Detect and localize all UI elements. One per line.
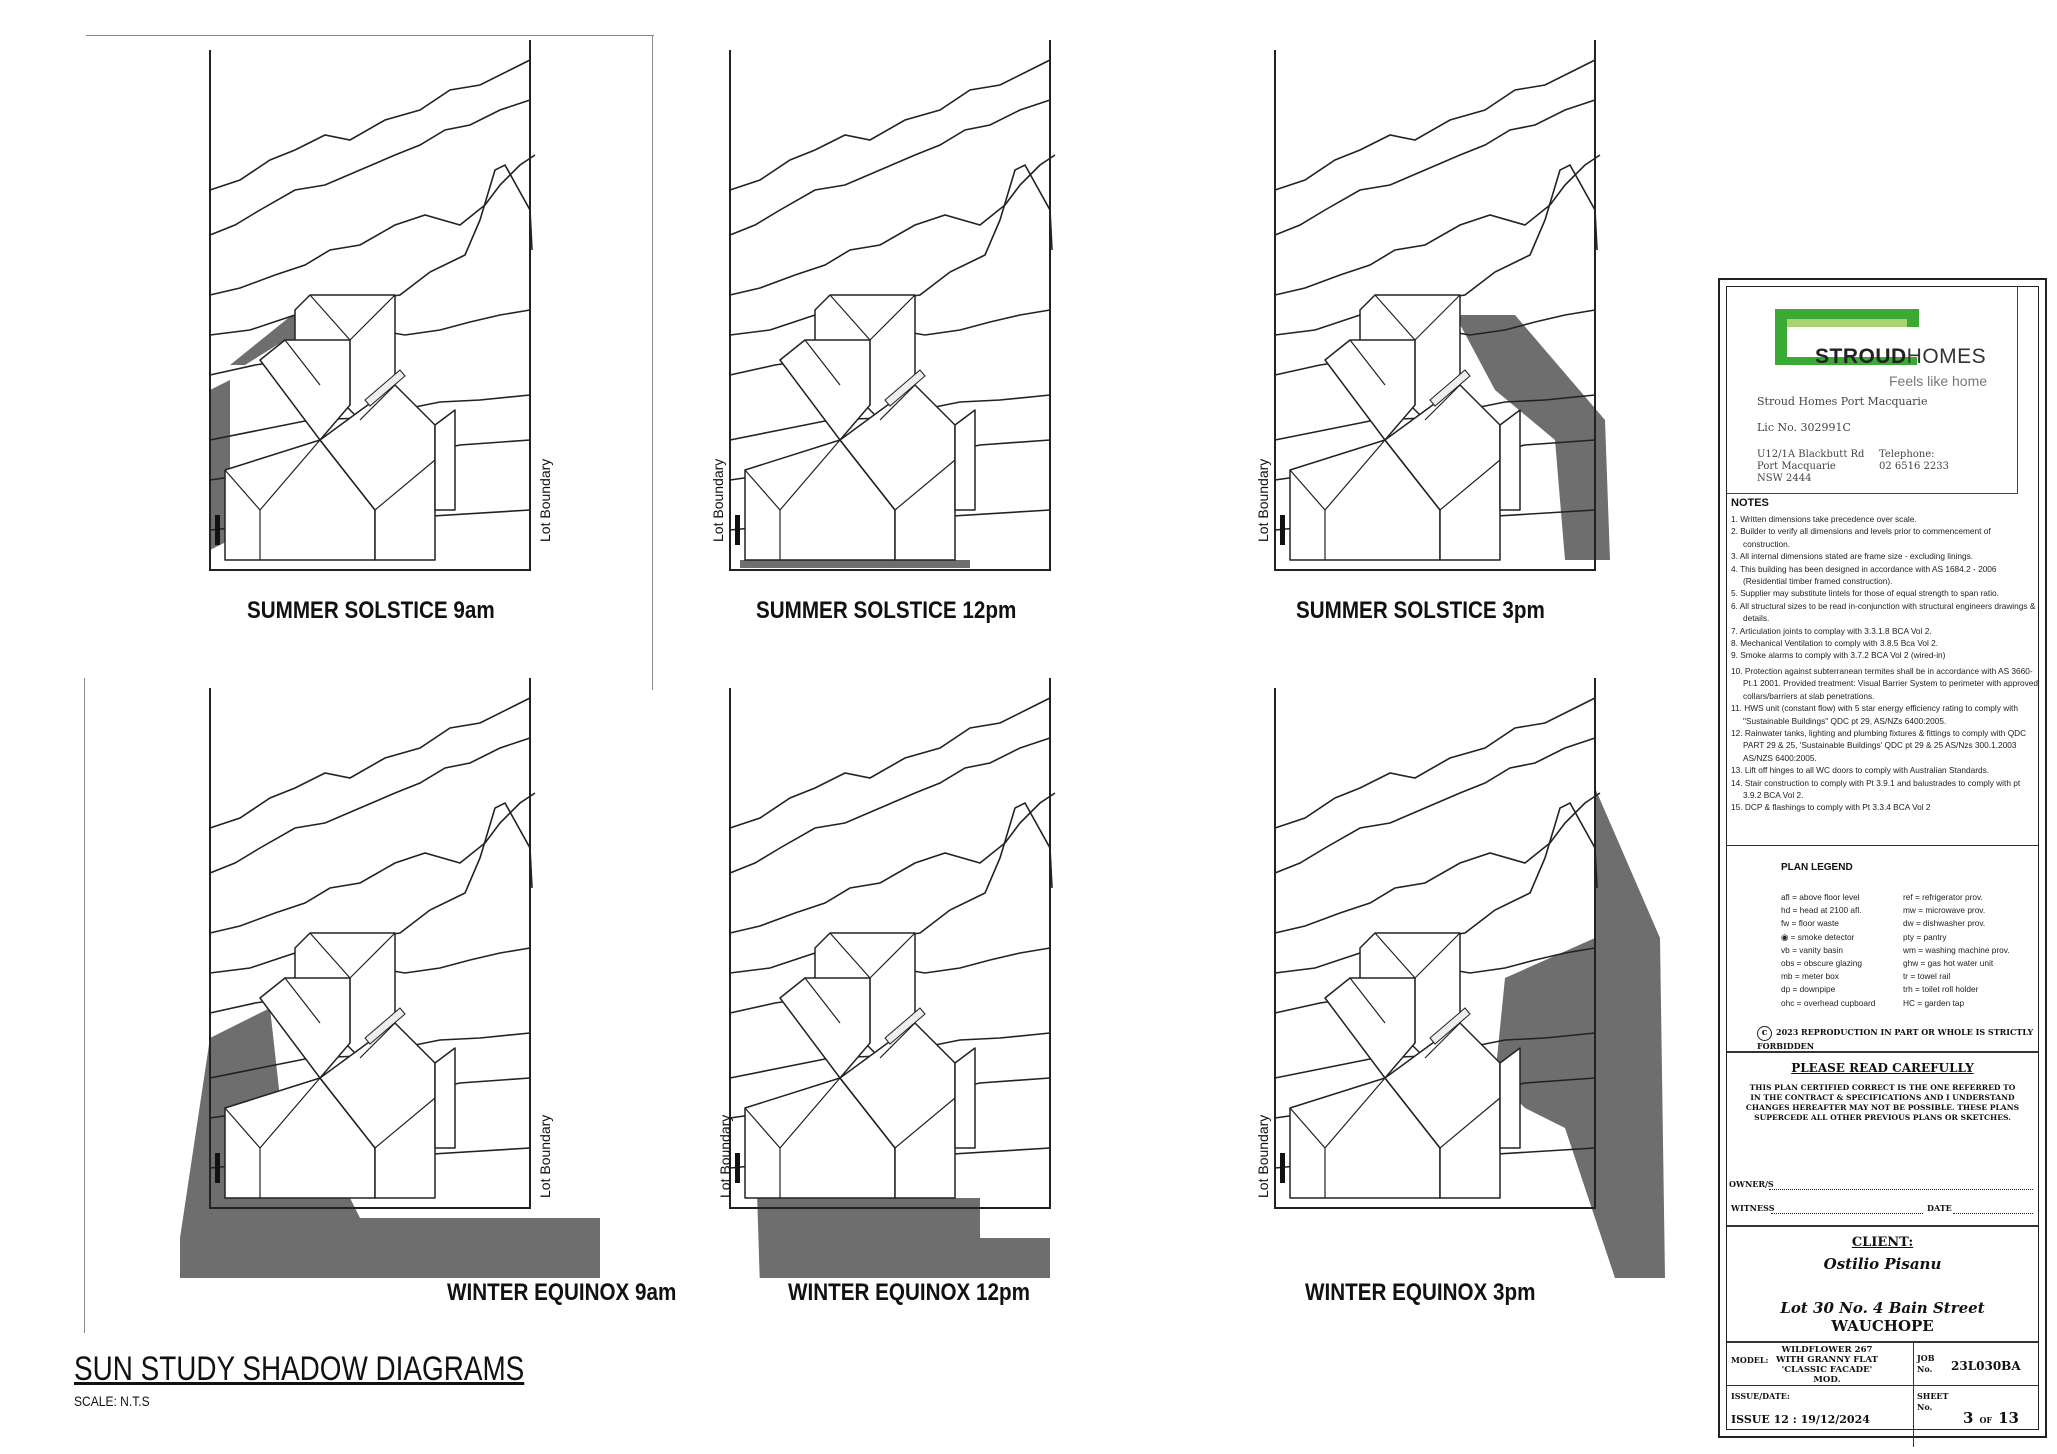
- drawing-title: SUN STUDY SHADOW DIAGRAMS: [74, 1350, 525, 1388]
- owner-label: OWNER/S: [1729, 1179, 1774, 1189]
- roof-plane: [260, 340, 350, 440]
- model-value: WILDFLOWER 267 WITH GRANNY FLAT 'CLASSIC FACADE' MOD.: [1776, 1345, 1878, 1385]
- roof-plane: [435, 1048, 455, 1148]
- legend-right: [1903, 891, 2010, 1010]
- note-item: 6. All structural sizes to be read in-conjunction with structural engineers drawings & details.: [1731, 600, 2036, 624]
- roof-plane: [780, 978, 870, 1078]
- legend-item: ghw = gas hot water unit: [1903, 958, 1994, 969]
- licence-number: Lic No. 302991C: [1757, 421, 1851, 434]
- legend-item: vb = vanity basin: [1781, 944, 1844, 955]
- meter-box: [215, 1153, 220, 1183]
- meter-box: [1280, 1153, 1285, 1183]
- note-item: 7. Articulation joints to complay with 3.3.1.8 BCA Vol 2.: [1731, 625, 1932, 636]
- company-name: Stroud Homes Port Macquarie: [1757, 395, 1928, 408]
- cell-divider: [1913, 1341, 1914, 1447]
- note-item: 5. Supplier may substitute lintels for those of equal strength to span ratio.: [1731, 588, 1999, 599]
- frame-line-left: [84, 678, 85, 1333]
- title-block: [1718, 278, 2047, 1438]
- witness-label: WITNESS: [1731, 1203, 1775, 1213]
- meter-box: [215, 515, 220, 545]
- contour-line: [730, 60, 1050, 190]
- legend-item: ◉ = smoke detector: [1781, 931, 1855, 942]
- client-name: Ostilio Pisanu: [1823, 1255, 1942, 1273]
- model-label: MODEL:: [1731, 1355, 1769, 1365]
- contour-line: [210, 155, 535, 295]
- roof-plane: [780, 340, 870, 440]
- panel-winter-9am: [200, 678, 590, 1238]
- copyright-icon: c: [1757, 1026, 1772, 1041]
- meter-box: [1280, 515, 1285, 545]
- legend-item: trh = toilet roll holder: [1903, 984, 1979, 995]
- caption-winter-9am: WINTER EQUINOX 9am: [447, 1279, 677, 1306]
- phone-label: Telephone:: [1879, 449, 1935, 460]
- divider: [1727, 1385, 2038, 1386]
- legend-item: dw = dishwasher prov.: [1903, 918, 1986, 929]
- client-heading: CLIENT:: [1851, 1235, 1914, 1250]
- legend-item: HC = garden tap: [1903, 997, 1965, 1008]
- roof-plane: [1325, 978, 1415, 1078]
- note-item: 8. Mechanical Ventilation to comply with 3.8.5 Bca Vol 2.: [1731, 638, 1939, 649]
- smoke-detector-icon: ◉: [1781, 931, 1789, 942]
- legend-item: mb = meter box: [1781, 971, 1839, 982]
- brand-tagline: Feels like home: [1889, 373, 1988, 389]
- address-line: NSW 2444: [1757, 473, 1812, 484]
- legend-item: tr = towel rail: [1903, 971, 1951, 982]
- legend-item: pty = pantry: [1903, 931, 1947, 942]
- note-item: 15. DCP & flashings to comply with Pt 3.3.4 BCA Vol 2: [1731, 802, 1931, 813]
- contour-line: [730, 793, 1055, 933]
- date-label: DATE: [1927, 1203, 1952, 1213]
- roof-plane: [955, 410, 975, 510]
- note-item: 3. All internal dimensions stated are frame size - excluding linings.: [1731, 551, 1974, 562]
- caption-winter-12pm: WINTER EQUINOX 12pm: [788, 1279, 1030, 1306]
- legend-item: fw = floor waste: [1781, 918, 1839, 929]
- legend-item: ohc = overhead cupboard: [1781, 997, 1876, 1008]
- legend-item: dp = downpipe: [1781, 984, 1836, 995]
- panel-summer-9am: [200, 40, 590, 600]
- legend-item: afl = above floor level: [1781, 892, 1860, 902]
- notes-list: [1729, 513, 2039, 814]
- legend-left: [1781, 891, 1875, 1010]
- site-address: Lot 30 No. 4 Bain Street: [1780, 1299, 1985, 1317]
- site-plan-drawing: [160, 40, 600, 640]
- note-item: 13. Lift off hinges to all WC doors to comply with Australian Standards.: [1731, 765, 1990, 776]
- brand-name: STROUDHOMES: [1815, 345, 1987, 368]
- address-line: U12/1A Blackbutt Rd: [1757, 449, 1865, 460]
- certification-text: THIS PLAN CERTIFIED CORRECT IS THE ONE REFERRED TO IN THE CONTRACT & SPECIFICATIONS AND I UNDERSTAND CHANGES HEREAFTER MAY NOT BE POSSIBLE. THESE PLANS SUPERCEDE ALL OTHER PREVIOUS PLANS OR SKETCHES.: [1745, 1083, 2020, 1122]
- roof-plane: [1500, 1048, 1520, 1148]
- site-plan-drawing: [680, 678, 1120, 1278]
- roof-plane: [955, 1048, 975, 1148]
- legend-item: ref = refrigerator prov.: [1903, 892, 1983, 902]
- shadow-area: [740, 560, 970, 568]
- panel-summer-3pm: [1265, 40, 1655, 600]
- frame-line-top: [86, 35, 654, 36]
- frame-line-right: [652, 35, 653, 690]
- divider: [1727, 845, 2038, 846]
- sheet-label: SHEET No.: [1917, 1391, 1949, 1412]
- meter-box: [735, 1153, 740, 1183]
- roof-plane: [1500, 410, 1520, 510]
- note-item: 9. Smoke alarms to comply with 3.7.2 BCA Vol 2 (wired-in): [1731, 650, 1946, 661]
- witness-signature-line: [1771, 1213, 1923, 1214]
- lot-boundary-label: Lot Boundary: [537, 458, 553, 542]
- contour-line: [1275, 60, 1595, 190]
- job-number: 23L030BA: [1951, 1359, 2021, 1373]
- contour-line: [730, 698, 1050, 828]
- contour-line: [730, 155, 1055, 295]
- please-read-heading: PLEASE READ CAREFULLY: [1791, 1061, 1974, 1075]
- divider: [1727, 1225, 2038, 1227]
- contour-line: [1275, 793, 1600, 933]
- panel-winter-12pm: [720, 678, 1110, 1238]
- site-plan-drawing: [1225, 40, 1665, 640]
- site-town: WAUCHOPE: [1831, 1317, 1934, 1335]
- note-item: 14. Stair construction to comply with Pt 3.9.1 and balustrades to comply with pt 3.9.2 BCA Vol 2.: [1731, 777, 2021, 800]
- meter-box: [735, 515, 740, 545]
- legend-item: obs = obscure glazing: [1781, 958, 1862, 969]
- note-item: 2. Builder to verify all dimensions and levels prior to commencement of construction.: [1731, 526, 1991, 549]
- panel-winter-3pm: [1265, 678, 1655, 1238]
- lot-boundary-label: Lot Boundary: [710, 458, 726, 542]
- note-item: 12. Rainwater tanks, lighting and plumbing fixtures & fittings to comply with QDC PART 29 & 25, 'Sustainable Buildings' QDC pt 29 & 25 AS/Nzs 300.1.2003 AS/NZS 6400:2005.: [1731, 727, 2027, 763]
- job-label: JOB No.: [1917, 1353, 1935, 1374]
- contour-line: [210, 698, 530, 828]
- owner-signature-line: [1769, 1189, 2033, 1190]
- note-item: 10. Protection against subterranean termites shall be in accordance with AS 3660-Pt.1 2001. Provided treatment: Visual Barrier System to perimeter with approved collars/barriers at slab penetrations.: [1731, 665, 2038, 701]
- lot-boundary-label: Lot Boundary: [1255, 1114, 1271, 1198]
- legend-item: hd = head at 2100 afl.: [1781, 905, 1862, 916]
- legend-heading: PLAN LEGEND: [1781, 862, 1853, 873]
- date-line: [1953, 1213, 2033, 1214]
- legend-item: wm = washing machine prov.: [1903, 944, 2010, 955]
- contour-line: [1275, 698, 1595, 828]
- issue-value: ISSUE 12 : 19/12/2024: [1731, 1413, 1870, 1426]
- sheet-number: 3 OF 13: [1963, 1409, 2019, 1427]
- site-plan-drawing: [1225, 678, 1665, 1278]
- contour-line: [210, 793, 535, 933]
- lot-boundary-label: Lot Boundary: [537, 1114, 553, 1198]
- caption-summer-9am: SUMMER SOLSTICE 9am: [247, 597, 495, 624]
- logo-box: [1727, 287, 2018, 494]
- contour-line: [1275, 155, 1600, 295]
- issue-label: ISSUE/DATE:: [1731, 1391, 1790, 1401]
- drawing-scale: SCALE: N.T.S: [74, 1393, 150, 1409]
- panel-summer-12pm: [720, 40, 1110, 600]
- notes-heading: NOTES: [1731, 497, 1769, 509]
- address-line: Port Macquarie: [1757, 461, 1836, 472]
- caption-winter-3pm: WINTER EQUINOX 3pm: [1305, 1279, 1536, 1306]
- note-item: 11. HWS unit (constant flow) with 5 star energy efficiency rating to comply with "Sustainable Buildings" QDC pt 29, AS/NZs 6400:2005.: [1731, 703, 2018, 726]
- note-item: 4. This building has been designed in accordance with AS 1684.2 - 2006 (Residential timber framed construction).: [1731, 563, 1997, 587]
- copyright-notice: c 2023 REPRODUCTION IN PART OR WHOLE IS STRICTLY FORBIDDEN: [1757, 1027, 2034, 1051]
- divider: [1727, 1051, 2038, 1053]
- contour-line: [210, 60, 530, 190]
- site-plan-drawing: [160, 678, 600, 1278]
- roof-plane: [1325, 340, 1415, 440]
- site-plan-drawing: [680, 40, 1120, 640]
- note-item: 1. Written dimensions take precedence over scale.: [1731, 514, 1917, 524]
- legend-item: mw = microwave prov.: [1903, 905, 1986, 916]
- phone-number: 02 6516 2233: [1879, 461, 1949, 472]
- caption-summer-3pm: SUMMER SOLSTICE 3pm: [1296, 597, 1545, 624]
- roof-plane: [435, 410, 455, 510]
- divider: [1727, 1341, 2038, 1343]
- lot-boundary-label: Lot Boundary: [1255, 458, 1271, 542]
- caption-summer-12pm: SUMMER SOLSTICE 12pm: [756, 597, 1017, 624]
- lot-boundary-label: Lot Boundary: [717, 1114, 733, 1198]
